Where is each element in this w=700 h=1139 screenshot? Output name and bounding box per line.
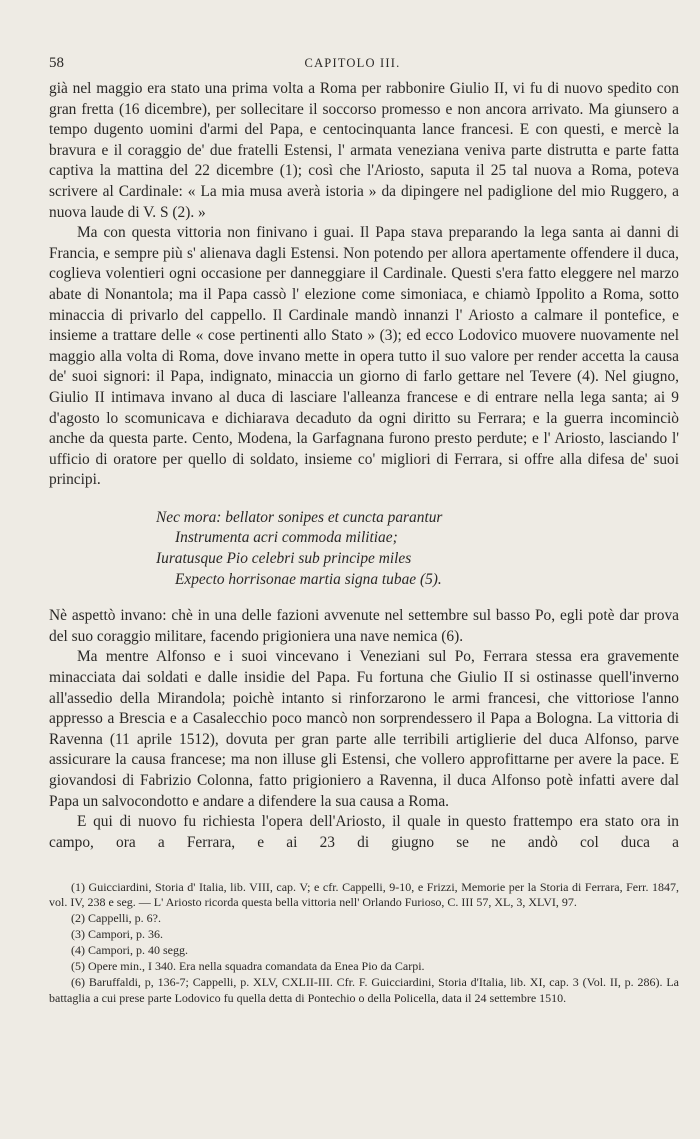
paragraph: E qui di nuovo fu richiesta l'opera dell'Ariosto, il quale in questo frattempo era stato ora in campo, ora a Ferrara, e ai 23 di giugno se ne andò col duca a: [49, 813, 679, 851]
footnotes: [49, 880, 679, 1007]
page-number: 58: [49, 55, 64, 71]
verse-line: Instrumenta acri commoda militiae;: [175, 529, 398, 547]
footnote: (3) Campori, p. 36.: [71, 927, 163, 942]
footnote: (6) Baruffaldi, p, 136-7; Cappelli, p. XLV, CXLII-III. Cfr. F. Guicciardini, Storia d'Italia, lib. XI, cap. 3 (Vol. II, p. 286). La battaglia a cui prese parte Lodovico fu quella detta di Pontechio o della Policella, data il 24 settembre 1510.: [49, 975, 679, 1005]
footnote: (1) Guicciardini, Storia d' Italia, lib. VIII, cap. V; e cfr. Cappelli, 9-10, e Frizzi, Memorie per la Storia di Ferrara, Ferr. 1847, vol. IV, 238 e seg. — L' Ariosto ricorda questa bella vittoria nell' Orlando Furioso, C. III 57, XL, 3, XLVI, 97.: [49, 880, 679, 910]
verse-line: Nec mora: bellator sonipes et cuncta parantur: [156, 508, 443, 526]
running-head: CAPITOLO III.: [304, 56, 401, 70]
verse-line: Expecto horrisonae martia signa tubae (5).: [175, 570, 442, 588]
paragraph: Nè aspettò invano: chè in una delle fazioni avvenute nel settembre sul basso Po, egli potè dar prova del suo coraggio militare, facendo prigioniera una nave nemica (6).: [49, 607, 679, 645]
footnote: (4) Campori, p. 40 segg.: [71, 943, 188, 958]
body-text: [49, 79, 679, 853]
paragraph: Ma mentre Alfonso e i suoi vincevano i Veneziani sul Po, Ferrara stessa era gravemente minacciata dai soldati e dalle insidie del Papa. Fu fortuna che Giulio II si ostinasse quell'inverno all'assedio della Mirandola; poichè intanto si rinforzarono le armi francesi, che vittoriose l'anno appresso a Brescia e a Casalecchio poco mancò non sorprendessero il Papa a Bologna. La vittoria di Ravenna (11 aprile 1512), dovuta per gran parte alle terribili artiglierie del duca Alfonso, parve assicurare la causa francese; ma non illuse gli Estensi, che vollero approfittarne per avere la pace. E giovandosi di Fabrizio Colonna, fatto prigioniero a Ravenna, il duca Alfonso potè infatti avere dal Papa un salvocondotto e andare a difendere la sua causa a Roma.: [49, 648, 679, 810]
paragraph: Ma con questa vittoria non finivano i guai. Il Papa stava preparando la lega santa ai danni di Francia, e sempre più s' alienava dagli Estensi. Non potendo per allora apertamente offendere il duca, coglieva volentieri ogni occasione per danneggiare il Cardinale. Questi s'era fatto eleggere nel marzo abate di Nonantola; ma il Papa cassò l' elezione come simoniaca, e chiamò Ippolito a Roma, sotto minaccia di privarlo del cappello. Il Cardinale mandò innanzi l' Ariosto a calmare il pontefice, e insieme a trattare delle « cose pertinenti allo Stato » (3); ed ecco Lodovico muovere nuovamente nel maggio alla volta di Roma, dove invano mette in opera tutto il suo valore per render accetta la causa de' suoi signori: il Papa, indignato, minaccia un giorno di farlo gettare nel Tevere (4). Nel giugno, Giulio II intimava invano al duca di lasciare l'alleanza francese e di entrare nella lega santa; ai 9 d'agosto lo scomunicava e dichiarava decaduto da ogni diritto su Ferrara; e la guerra incominciò anche da questa parte. Cento, Modena, la Garfagnana furono presto perdute; e l' Ariosto, lasciando l' ufficio di oratore per quello di soldato, insieme co' migliori di Ferrara, si offre alla difesa de' suoi principi.: [49, 224, 679, 489]
page-header: [49, 55, 656, 75]
footnote: (5) Opere min., I 340. Era nella squadra comandata da Enea Pio da Carpi.: [71, 959, 425, 974]
latin-verse: [156, 508, 679, 590]
paragraph: già nel maggio era stato una prima volta a Roma per rabbonire Giulio II, vi fu di nuovo spedito con gran fretta (16 dicembre), per sollecitare il soccorso promesso e non ancora arrivato. Ma giunsero a tempo dugento uomini d'armi del Papa, e centocinquanta lance francesi. E con questi, e mercè la bravura e il coraggio de' due fratelli Estensi, l' armata veneziana veniva parte distrutta e parte fatta captiva la mattina del 22 dicembre (1); così che l'Ariosto, saputa il 25 tal nuova a Roma, poteva scrivere al Cardinale: « La mia musa averà istoria » da dipingere nel padiglione del mio Ruggero, a nuova laude di V. S (2). »: [49, 80, 679, 221]
footnote: (2) Cappelli, p. 6?.: [71, 911, 161, 926]
verse-line: Iuratusque Pio celebri sub principe miles: [156, 550, 412, 568]
